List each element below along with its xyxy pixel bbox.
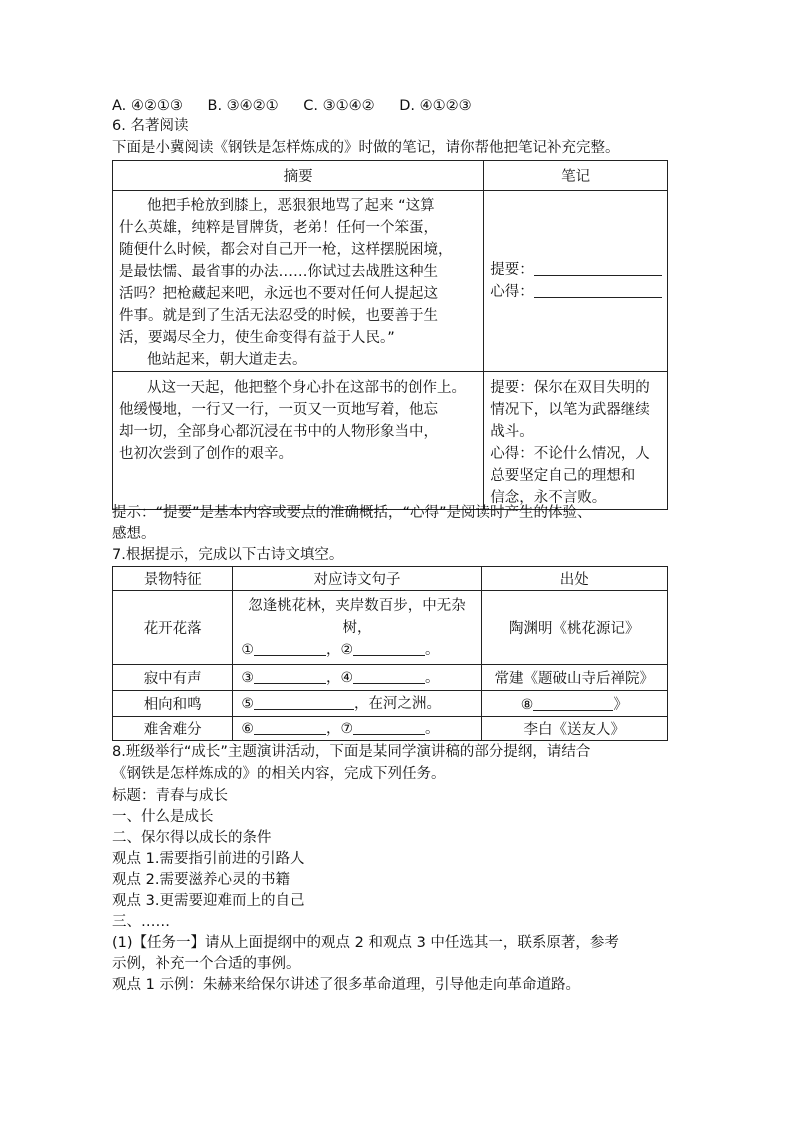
header-sentence: 对应诗文句子 bbox=[233, 567, 481, 591]
excerpt-line: 什么英雄，纯粹是冒牌货，老弟！任何一个笨蛋， bbox=[119, 220, 438, 236]
excerpt-line: 是最怯懦、最省事的办法……你试过去战胜这种生 bbox=[119, 264, 438, 280]
row2-sentence: ③ ，④ 。 bbox=[233, 665, 481, 691]
blank-5[interactable] bbox=[254, 695, 354, 710]
blank-7[interactable] bbox=[353, 720, 425, 735]
q8-outline-item: 三、…… bbox=[112, 914, 170, 930]
q8-viewpoint: 观点 1.需要指引前进的引路人 bbox=[112, 851, 305, 867]
header-feature: 景物特征 bbox=[113, 567, 233, 591]
row2-notes bbox=[484, 372, 668, 510]
excerpt-line: 他缓慢地，一行又一行，一页又一页地写着，他忘 bbox=[119, 402, 438, 418]
row3-source: ⑧ 》 bbox=[481, 691, 667, 717]
row4-feature: 难舍难分 bbox=[113, 717, 233, 741]
note-line: 信念，永不言败。 bbox=[490, 490, 607, 506]
q8-task: (1)【任务一】请从上面提纲中的观点 2 和观点 3 中任选其一，联系原著，参考 bbox=[112, 935, 619, 951]
excerpt-line: 却一切，全部身心都沉浸在书中的人物形象当中， bbox=[119, 424, 438, 440]
excerpt-line: 也初次尝到了创作的艰辛。 bbox=[119, 446, 293, 462]
note-line: 心得：不论什么情况，人 bbox=[490, 446, 650, 462]
blank-1[interactable] bbox=[254, 641, 326, 656]
summary-blank[interactable] bbox=[534, 261, 662, 276]
q6-hint-line: 提示：“提要”是基本内容或要点的准确概括，“心得”是阅读时产生的体验、 bbox=[112, 505, 592, 521]
option-d: D. ④①②③ bbox=[399, 98, 472, 114]
q8-example: 观点 1 示例：朱赫来给保尔讲述了很多革命道理，引导他走向革命道路。 bbox=[112, 977, 580, 993]
row4-sentence: ⑥ ，⑦ 。 bbox=[233, 717, 481, 741]
header-notes: 笔记 bbox=[484, 161, 668, 191]
row3-feature: 相向和鸣 bbox=[113, 691, 233, 717]
row1-sentence: 忽逢桃花林，夹岸数百步，中无杂 树， ① ，② 。 bbox=[233, 591, 481, 665]
row1-source: 陶渊明《桃花源记》 bbox=[481, 591, 667, 665]
q8-line: 《钢铁是怎样炼成的》的相关内容，完成下列任务。 bbox=[112, 766, 446, 782]
blank-8[interactable] bbox=[533, 696, 613, 711]
q6-hint-line: 感想。 bbox=[112, 526, 156, 542]
option-c: C. ③①④② bbox=[303, 98, 375, 114]
excerpt-line: 活，要竭尽全力，使生命变得有益于人民。” bbox=[119, 330, 395, 346]
q8-outline-item: 二、保尔得以成长的条件 bbox=[112, 830, 272, 846]
excerpt-line: 件事。就是到了生活无法忍受的时候，也要善于生 bbox=[119, 308, 438, 324]
insight-blank[interactable] bbox=[534, 283, 662, 298]
summary-field: 提要： bbox=[490, 259, 667, 281]
q7-title: 7.根据提示，完成以下古诗文填空。 bbox=[112, 547, 344, 563]
q8-line: 8.班级举行“成长”主题演讲活动，下面是某同学演讲稿的部分提纲，请结合 bbox=[112, 744, 591, 760]
row1-feature: 花开花落 bbox=[113, 591, 233, 665]
q8-viewpoint: 观点 2.需要滋养心灵的书籍 bbox=[112, 872, 290, 888]
row4-source: 李白《送友人》 bbox=[481, 717, 667, 741]
option-a: A. ④②①③ bbox=[112, 98, 183, 114]
blank-6[interactable] bbox=[254, 720, 326, 735]
row2-excerpt bbox=[113, 372, 484, 510]
excerpt-line: 他站起来，朝大道走去。 bbox=[147, 352, 307, 368]
reading-notes-table bbox=[112, 160, 668, 510]
excerpt-line: 随便什么时候，都会对自己开一枪，这样摆脱困境， bbox=[119, 242, 453, 258]
row1-notes bbox=[484, 191, 668, 372]
row2-source: 常建《题破山寺后禅院》 bbox=[481, 665, 667, 691]
q8-outline-item: 一、什么是成长 bbox=[112, 809, 214, 825]
note-line: 情况下，以笔为武器继续 bbox=[490, 402, 650, 418]
header-source: 出处 bbox=[481, 567, 667, 591]
poetry-table bbox=[112, 566, 668, 741]
row1-excerpt bbox=[113, 191, 484, 372]
blank-2[interactable] bbox=[353, 641, 425, 656]
note-line: 战斗。 bbox=[490, 424, 534, 440]
blank-3[interactable] bbox=[254, 669, 326, 684]
q6-intro: 下面是小冀阅读《钢铁是怎样炼成的》时做的笔记，请你帮他把笔记补充完整。 bbox=[112, 140, 620, 156]
header-excerpt: 摘要 bbox=[113, 161, 484, 191]
row3-sentence: ⑤ ，在河之洲。 bbox=[233, 691, 481, 717]
blank-4[interactable] bbox=[353, 669, 425, 684]
note-line: 提要：保尔在双目失明的 bbox=[490, 380, 650, 396]
note-line: 总要坚定自己的理想和 bbox=[490, 468, 636, 484]
row2-feature: 寂中有声 bbox=[113, 665, 233, 691]
insight-field: 心得： bbox=[490, 281, 667, 303]
q8-viewpoint: 观点 3.更需要迎难而上的自己 bbox=[112, 893, 305, 909]
q5-options bbox=[112, 96, 472, 116]
excerpt-line: 他把手枪放到膝上，恶狠狠地骂了起来 “这算 bbox=[147, 198, 435, 214]
option-b: B. ③④②① bbox=[207, 98, 279, 114]
q8-task: 示例，补充一个合适的事例。 bbox=[112, 956, 301, 972]
excerpt-line: 从这一天起，他把整个身心扑在这部书的创作上。 bbox=[147, 380, 466, 396]
q8-outline-title: 标题：青春与成长 bbox=[112, 788, 228, 804]
q6-title: 6. 名著阅读 bbox=[112, 118, 189, 134]
excerpt-line: 活吗？把枪藏起来吧，永远也不要对任何人提起这 bbox=[119, 286, 438, 302]
